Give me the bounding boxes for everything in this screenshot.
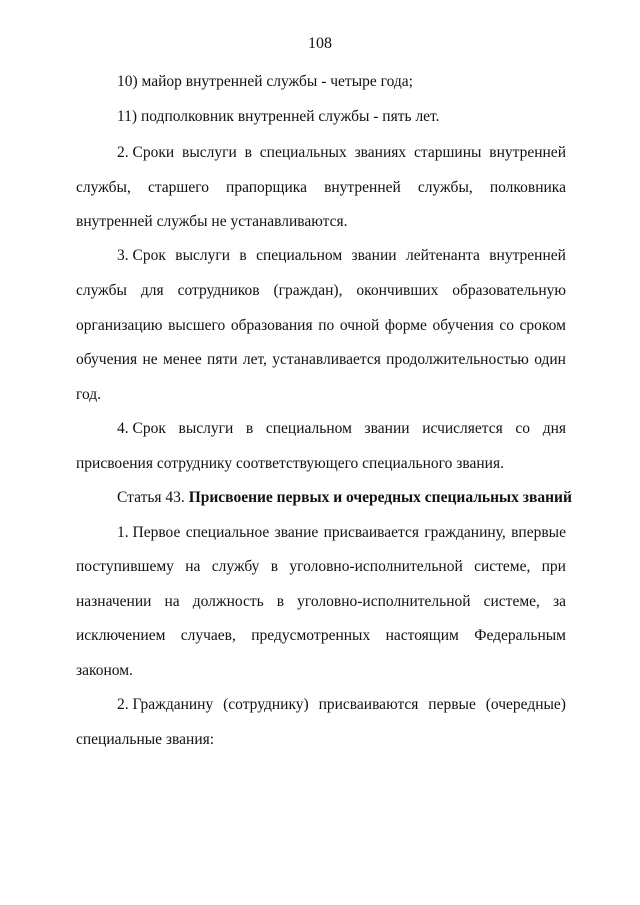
text-line: законом. (76, 662, 133, 679)
word: форме (384, 317, 427, 334)
text-line (76, 627, 566, 645)
word: специальном (256, 247, 343, 264)
word: дня (542, 420, 566, 437)
page-number: 108 (308, 35, 332, 52)
word: один (534, 351, 566, 368)
word: исключением (76, 627, 166, 644)
text-line (117, 247, 566, 265)
word: в (244, 144, 252, 161)
word: 2. Гражданину (117, 696, 214, 713)
word: по (318, 317, 335, 334)
word: звание (274, 524, 319, 541)
text-line: присвоения сотруднику соответствующего специального звания. (76, 455, 504, 472)
word: сроком (519, 317, 566, 334)
word: обучения (76, 351, 138, 368)
word: в (270, 558, 279, 575)
word: продолжительностью (386, 351, 529, 368)
word: уголовно-исполнительной (289, 558, 463, 575)
text-line (76, 558, 566, 576)
word: со (515, 420, 531, 437)
word: выслуги (182, 144, 237, 161)
word: специальное (185, 524, 270, 541)
word: специальных (259, 144, 347, 161)
word: 3. Срок (117, 247, 166, 264)
word: настоящим (385, 627, 459, 644)
word: на (185, 558, 201, 575)
text-line (76, 593, 566, 611)
word: высшего (168, 317, 226, 334)
word: службы, (417, 179, 473, 196)
word: предусмотренных (251, 627, 371, 644)
word: присваивается (323, 524, 419, 541)
text-line (117, 696, 566, 714)
text-line (76, 282, 566, 300)
word: должность (192, 593, 264, 610)
word: поступившему (76, 558, 174, 575)
word: уголовно-исполнительной (297, 593, 471, 610)
text-line (117, 524, 566, 542)
word: со (499, 317, 514, 334)
word: в (239, 247, 247, 264)
word: (граждан), (273, 282, 343, 299)
article-number: Статья 43. (117, 489, 189, 506)
text-line: внутренней службы не устанавливаются. (76, 213, 348, 230)
word: в (245, 420, 254, 437)
text-line: год. (76, 386, 102, 403)
word: присваиваются (318, 696, 419, 713)
word: службу (211, 558, 260, 575)
word: старшего (147, 179, 209, 196)
word: образовательную (452, 282, 566, 299)
word: старшины (414, 144, 482, 161)
word: 4. Срок (117, 420, 166, 437)
word: лейтенанта (405, 247, 480, 264)
text-line: 10) майор внутренней службы - четыре года; (117, 73, 413, 90)
word: не (142, 351, 158, 368)
text-line (76, 317, 566, 335)
word: сотрудников (177, 282, 260, 299)
word: в (276, 593, 285, 610)
word: очной (339, 317, 380, 334)
text-line (76, 351, 566, 369)
word: за (552, 593, 566, 610)
word: звании (351, 247, 397, 264)
word: внутренней (324, 179, 401, 196)
word: для (140, 282, 164, 299)
word: организацию (76, 317, 163, 334)
word: при (541, 558, 566, 575)
word: образования (230, 317, 313, 334)
word: прапорщика (226, 179, 307, 196)
word: системе, (483, 593, 540, 610)
word: пяти (207, 351, 238, 368)
word: внутренней (489, 247, 566, 264)
word: гражданину, (424, 524, 506, 541)
word: Федеральным (474, 627, 566, 644)
word: менее (162, 351, 202, 368)
word: 1. Первое (117, 524, 181, 541)
word: устанавливается (272, 351, 381, 368)
word: полковника (489, 179, 566, 196)
word: выслуги (178, 420, 234, 437)
word: выслуги (175, 247, 231, 264)
word: 2. Сроки (117, 144, 175, 161)
word: внутренней (489, 144, 566, 161)
article-heading (117, 489, 572, 507)
word: случаев, (180, 627, 236, 644)
word: окончивших (356, 282, 439, 299)
word: впервые (511, 524, 566, 541)
text-line: специальные звания: (76, 731, 215, 748)
word: (очередные) (485, 696, 566, 713)
word: системе, (474, 558, 531, 575)
word: службы (76, 282, 127, 299)
text-line (117, 420, 566, 438)
text-line: 11) подполковник внутренней службы - пять лет. (117, 108, 440, 125)
word: первые (428, 696, 476, 713)
text-line (117, 144, 566, 162)
word: службы, (76, 179, 131, 196)
word: специальном (265, 420, 352, 437)
word: обучения (432, 317, 494, 334)
word: (сотруднику) (223, 696, 309, 713)
text-line (76, 179, 566, 197)
word: званиях (354, 144, 407, 161)
word: на (164, 593, 180, 610)
article-title: Присвоение первых и очередных специальных званий (188, 489, 572, 506)
word: звании (364, 420, 410, 437)
word: назначении (76, 593, 152, 610)
word: исчисляется (422, 420, 503, 437)
word: лет, (242, 351, 267, 368)
